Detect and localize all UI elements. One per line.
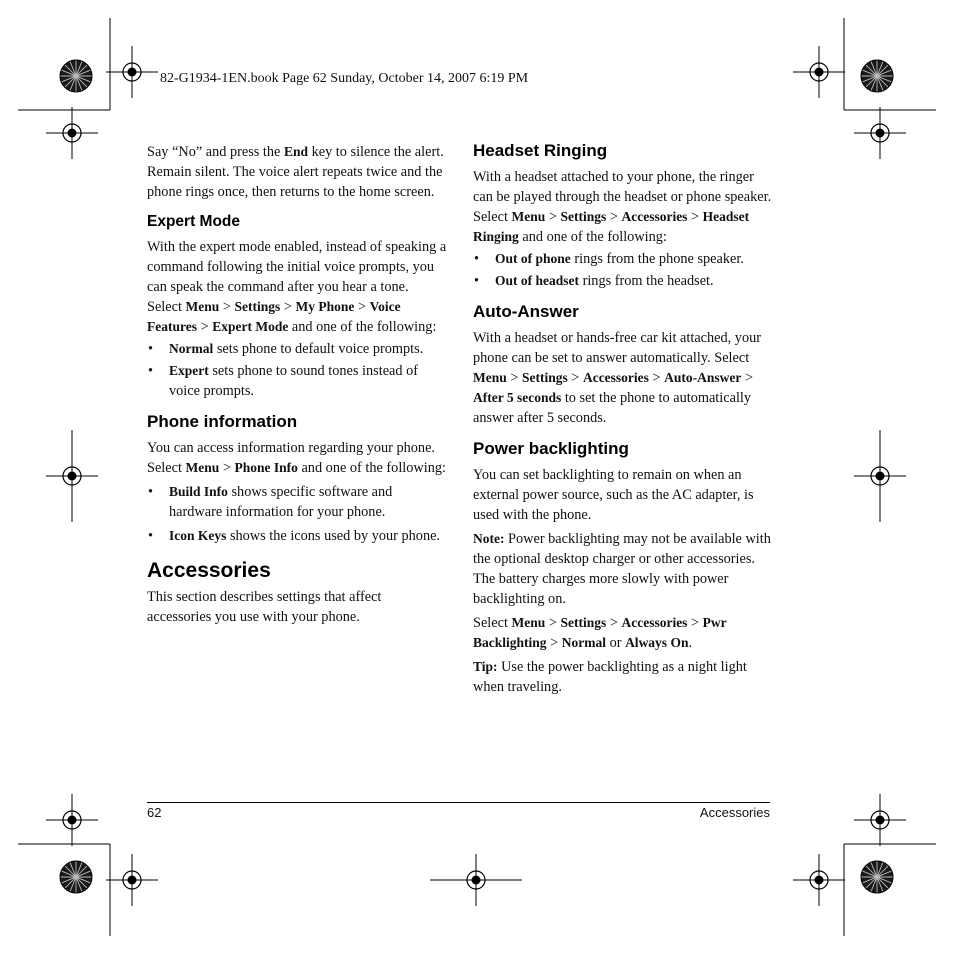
book-info-line: 82-G1934-1EN.book Page 62 Sunday, October 14, 2007 6:19 PM	[160, 71, 529, 86]
list-item: • Normal sets phone to default voice prompts.	[147, 339, 447, 359]
accessories-paragraph: This section describes settings that affect accessories you use with your phone.	[147, 589, 382, 625]
auto-answer-paragraph: With a headset or hands-free car kit attached, your phone can be set to answer automatically. Select Menu > Settings > Accessories > Auto-Answer > After 5 seconds to set the phone to automatically answer after 5 seconds.	[473, 330, 762, 426]
expert-mode-options	[147, 339, 447, 401]
list-item: • Build Info shows specific software and hardware information for your phone.	[147, 482, 447, 522]
accessories-heading: Accessories	[147, 559, 271, 582]
power-backlighting-path: Select Menu > Settings > Accessories > Pwr Backlighting > Normal or Always On.	[473, 615, 727, 651]
list-item: • Icon Keys shows the icons used by your phone.	[147, 526, 447, 546]
power-backlighting-tip: Tip: Use the power backlighting as a night light when traveling.	[473, 659, 747, 695]
footer-rule	[147, 802, 770, 803]
headset-ringing-options	[473, 249, 773, 291]
headset-ringing-paragraph: With a headset attached to your phone, the ringer can be played through the headset or phone speaker. Select Menu > Settings > Accessories > Headset Ringing and one of the following:	[473, 169, 772, 245]
footer-section-title: Accessories	[699, 805, 770, 820]
list-item: • Out of headset rings from the headset.	[473, 271, 773, 291]
right-column	[473, 140, 773, 697]
list-item: • Out of phone rings from the phone speaker.	[473, 249, 773, 269]
phone-information-heading: Phone information	[147, 412, 298, 431]
phone-information-paragraph: You can access information regarding your phone. Select Menu > Phone Info and one of the following:	[147, 440, 446, 476]
list-item: • Expert sets phone to sound tones instead of voice prompts.	[147, 361, 447, 401]
headset-ringing-heading: Headset Ringing	[473, 141, 608, 160]
left-column	[147, 140, 447, 627]
page-number: 62	[147, 805, 162, 820]
power-backlighting-note: Note: Power backlighting may not be available with the optional desktop charger or other accessories. The battery charges more slowly with power backlighting on.	[473, 531, 771, 607]
expert-mode-paragraph: With the expert mode enabled, instead of speaking a command following the initial voice prompts, you can speak the command after you hear a tone. Select Menu > Settings > My Phone > Voice Features > Expert Mode and one of the following:	[147, 239, 447, 335]
expert-mode-heading: Expert Mode	[147, 213, 241, 230]
power-backlighting-heading: Power backlighting	[473, 439, 629, 458]
auto-answer-heading: Auto-Answer	[473, 302, 579, 321]
power-backlighting-paragraph: You can set backlighting to remain on when an external power source, such as the AC adapter, is used with the phone.	[473, 467, 754, 523]
phone-information-options	[147, 482, 447, 546]
alert-silence-paragraph: Say “No” and press the End key to silence the alert. Remain silent. The voice alert repeats twice and the phone rings once, then returns to the home screen.	[147, 144, 444, 200]
